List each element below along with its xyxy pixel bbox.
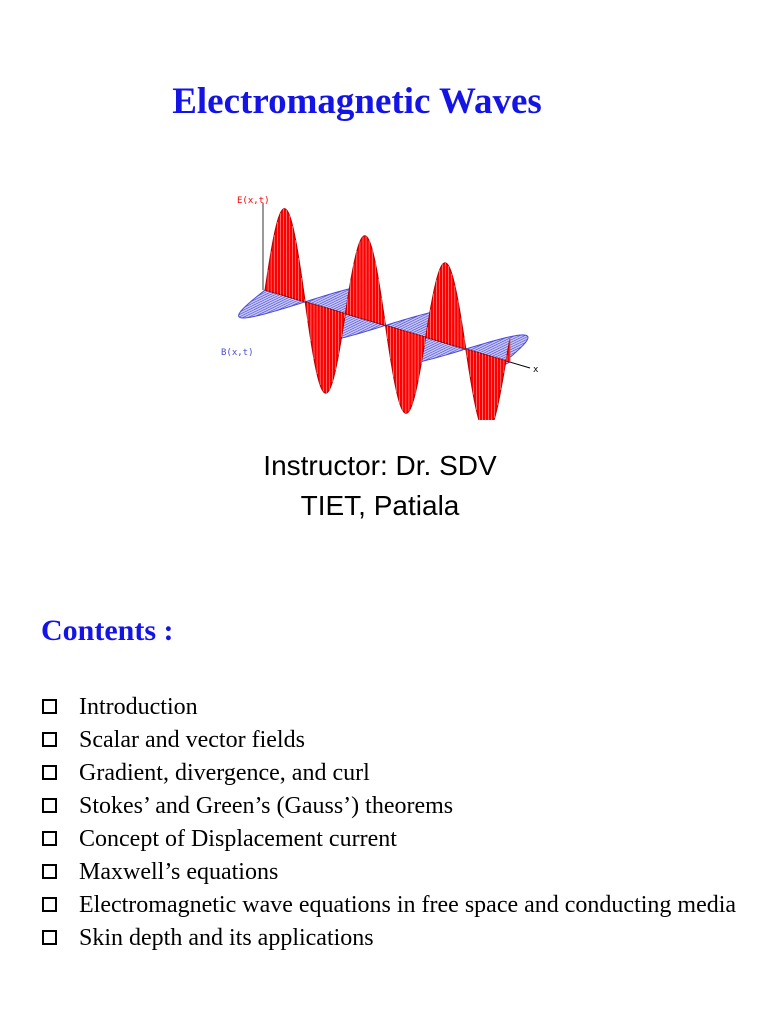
contents-item bbox=[40, 856, 760, 889]
checkbox-bullet-icon bbox=[42, 765, 57, 780]
contents-item bbox=[40, 691, 760, 724]
contents-item-text: Scalar and vector fields bbox=[79, 727, 305, 753]
em-wave-figure bbox=[205, 185, 555, 420]
contents-item-text: Stokes’ and Green’s (Gauss’) theorems bbox=[79, 793, 454, 819]
contents-item bbox=[40, 757, 760, 790]
contents-item-text: Electromagnetic wave equations in free space and conducting media bbox=[79, 892, 737, 918]
checkbox-bullet-icon bbox=[42, 798, 57, 813]
e-field-label: E(x,t) bbox=[237, 196, 270, 206]
checkbox-bullet-icon bbox=[42, 831, 57, 846]
checkbox-bullet-icon bbox=[42, 732, 57, 747]
contents-heading: Contents : bbox=[41, 614, 174, 647]
x-axis-label: x bbox=[533, 365, 539, 375]
contents-item-text: Skin depth and its applications bbox=[79, 925, 374, 951]
em-wave-illustration bbox=[205, 185, 555, 420]
contents-item bbox=[40, 922, 760, 955]
contents-item-text: Maxwell’s equations bbox=[79, 859, 279, 885]
contents-item bbox=[40, 790, 760, 823]
instructor-name: Instructor: Dr. SDV bbox=[263, 450, 497, 481]
contents-item bbox=[40, 823, 760, 856]
slide-title: Electromagnetic Waves bbox=[172, 81, 542, 122]
contents-item-text: Gradient, divergence, and curl bbox=[79, 760, 370, 786]
contents-item bbox=[40, 889, 760, 922]
checkbox-bullet-icon bbox=[42, 930, 57, 945]
contents-list bbox=[40, 691, 760, 955]
checkbox-bullet-icon bbox=[42, 897, 57, 912]
contents-item bbox=[40, 724, 760, 757]
instructor-block bbox=[0, 446, 760, 526]
checkbox-bullet-icon bbox=[42, 699, 57, 714]
checkbox-bullet-icon bbox=[42, 864, 57, 879]
institution-name: TIET, Patiala bbox=[300, 490, 460, 521]
electric-field-wave bbox=[265, 209, 510, 420]
b-field-label: B(x,t) bbox=[221, 348, 254, 358]
contents-item-text: Concept of Displacement current bbox=[79, 826, 397, 852]
contents-item-text: Introduction bbox=[79, 694, 198, 720]
